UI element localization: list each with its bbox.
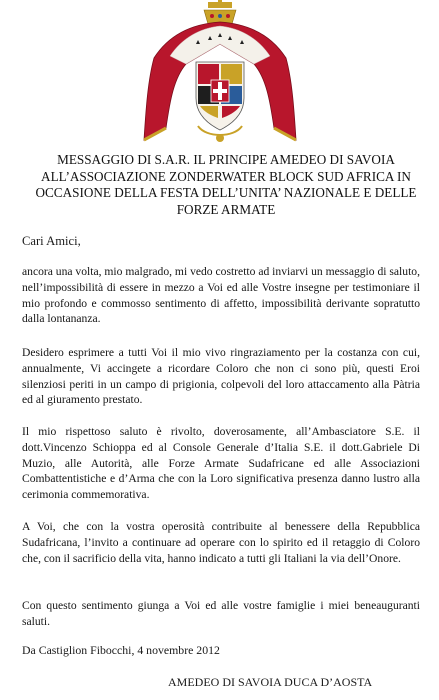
savoy-coat-of-arms-icon bbox=[140, 0, 300, 146]
paragraph: Il mio rispettoso saluto è rivolto, doverosamente, all’Ambasciatore S.E. il dott.Vincenzo Schioppa ed al Console Generale d’Italia S.E. il dott.Gabriele Di Muzio, alle Autorità, alle Forze Armate Sudafricane ed alle Associazioni Combattentistiche e d’Arma che con la Loro significativa presenza danno lustro alla cerimonia commemorativa. bbox=[22, 425, 420, 502]
coat-of-arms bbox=[0, 0, 439, 148]
paragraph: A Voi, che con la vostra operosità contribuite al benessere della Repubblica Sudafricana, l’invito a continuare ad operare con lo spirito ed il retaggio di Coloro che, con il sacrificio della vita, hanno indicato a tutti gli Italiani la via dell’Onore. bbox=[22, 520, 420, 565]
heading-line: FORZE ARMATE bbox=[176, 201, 276, 217]
crown-icon bbox=[204, 0, 236, 24]
salutation: Cari Amici, bbox=[22, 234, 81, 248]
heading-line: OCCASIONE DELLA FESTA DELL’UNITA’ NAZIONALE E DELLE bbox=[35, 185, 417, 200]
paragraph: Desidero esprimere a tutti Voi il mio vivo ringraziamento per la costanza con cui, annualmente, Vi accingete a ricordare Coloro che non ci sono più, questi Eroi silenziosi periti in un campo di prigionia, colpevoli del loro attaccamento alla Pàtria ed al giuramento prestato. bbox=[22, 346, 420, 407]
heading-line: MESSAGGIO DI S.A.R. IL PRINCIPE AMEDEO DI SAVOIA bbox=[57, 152, 395, 167]
paragraph: Con questo sentimento giunga a Voi ed alle vostre famiglie i miei beneauguranti saluti. bbox=[22, 599, 420, 628]
heading-line: ALL’ASSOCIAZIONE ZONDERWATER BLOCK SUD AFRICA IN bbox=[41, 168, 411, 184]
dateline: Da Castiglion Fibocchi, 4 novembre 2012 bbox=[22, 643, 220, 657]
message-heading bbox=[30, 152, 422, 218]
signature: AMEDEO DI SAVOIA DUCA D’AOSTA bbox=[168, 675, 373, 689]
shield-icon bbox=[196, 62, 244, 130]
paragraph: ancora una volta, mio malgrado, mi vedo costretto ad inviarvi un messaggio di saluto, nell’impossibilità di essere in mezzo a Voi ed alle Vostre insegne per testimoniare il mio profondo e commosso sentimento di affetto, impossibilità derivante sopratutto dalla lontananza. bbox=[22, 265, 420, 326]
